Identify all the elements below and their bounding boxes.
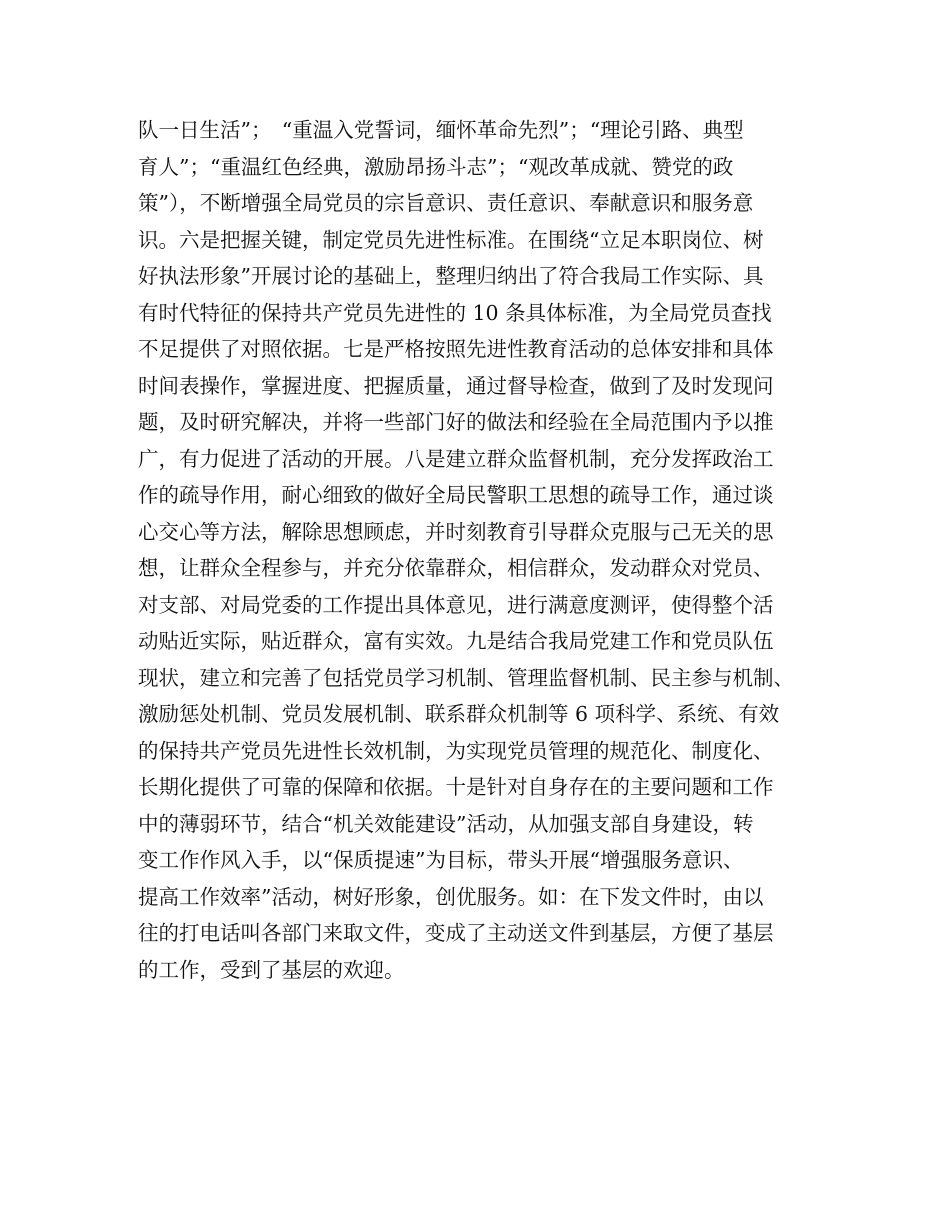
text-line: 有时代特征的保持共产党员先进性的 10 条具体标准，为全局党员查找 [138,300,772,325]
text-line: 时间表操作，掌握进度、把握质量，通过督导检查，做到了及时发现问 [138,373,774,398]
body-paragraph [138,112,838,988]
text-line: 作的疏导作用，耐心细致的做好全局民警职工思想的疏导工作，通过谈 [138,483,774,507]
text-line: 动贴近实际，贴近群众，富有实效。九是结合我局党建工作和党员队伍 [138,629,774,653]
text-line: 往的打电话叫各部门来取文件，变成了主动送文件到基层，方便了基层 [138,921,774,945]
text-line: 想，让群众全程参与，并充分依靠群众，相信群众，发动群众对党员、 [138,556,774,580]
text-line: 队一日生活”； “重温入党誓词，缅怀革命先烈”；“理论引路、典型 [138,118,744,142]
text-line: 的工作，受到了基层的欢迎。 [138,957,405,982]
text-line: 广，有力促进了活动的开展。八是建立群众监督机制，充分发挥政治工 [138,446,774,471]
text-line: 好执法形象”开展讨论的基础上，整理归纳出了符合我局工作实际、具 [138,264,764,288]
text-line: 中的薄弱环节，结合“机关效能建设”活动，从加强支部自身建设，转 [138,811,754,836]
text-line: 现状，建立和完善了包括党员学习机制、管理监督机制、民主参与机制、 [138,665,794,690]
text-line: 提高工作效率”活动，树好形象，创优服务。如：在下发文件时，由以 [138,884,764,909]
text-line: 题，及时研究解决，并将一些部门好的做法和经验在全局范围内予以推 [138,410,774,434]
text-line: 心交心等方法，解除思想顾虑，并时刻教育引导群众克服与己无关的思 [138,519,774,544]
text-line: 的保持共产党员先进性长效机制，为实现党员管理的规范化、制度化、 [138,738,774,763]
text-line: 对支部、对局党委的工作提出具体意见，进行满意度测评，使得整个活 [138,592,774,617]
text-line: 育人”；“重温红色经典，激励昂扬斗志”；“观改革成就、赞党的政 [138,154,734,179]
text-line: 策”），不断增强全局党员的宗旨意识、责任意识、奉献意识和服务意 [138,191,754,215]
text-line: 长期化提供了可靠的保障和依据。十是针对自身存在的主要问题和工作 [138,775,774,799]
text-line: 变工作作风入手，以“保质提速”为目标，带头开展“增强服务意识、 [138,848,744,872]
text-line: 识。六是把握关键，制定党员先进性标准。在围绕“立足本职岗位、树 [138,227,764,252]
text-line: 不足提供了对照依据。七是严格按照先进性教育活动的总体安排和具体 [138,337,774,361]
text-line: 激励惩处机制、党员发展机制、联系群众机制等 6 项科学、系统、有效 [138,702,780,726]
